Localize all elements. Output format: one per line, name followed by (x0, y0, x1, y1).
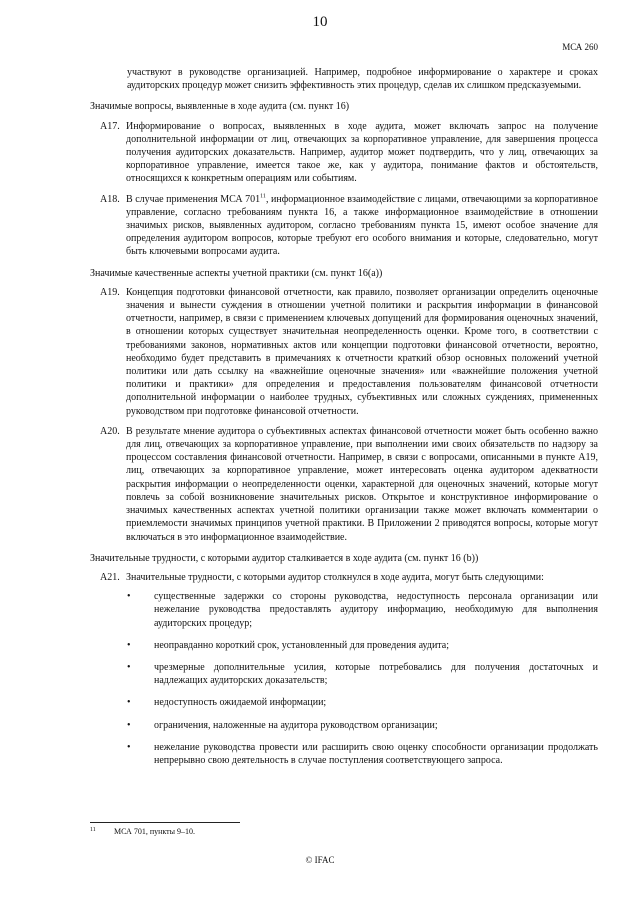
document-code: МСА 260 (562, 42, 598, 52)
bullet-icon: • (127, 661, 131, 673)
paragraph-a17 (90, 120, 598, 186)
paragraph-text-start: В случае применения МСА 701 (126, 193, 261, 205)
list-item-text: ограничения, наложенные на аудитора руководством организации; (154, 719, 438, 731)
footnote (90, 827, 195, 836)
list-item-text: чрезмерные дополнительные усилия, которые потребовались для получения достаточных и надлежащих аудиторских доказательств; (154, 661, 598, 687)
footnote-divider (90, 822, 240, 823)
paragraph-number: A20. (100, 425, 120, 437)
paragraph-number: A19. (100, 286, 120, 298)
footnote-reference: 11 (260, 193, 266, 200)
list-item (90, 741, 598, 767)
bullet-icon: • (127, 639, 131, 651)
difficulties-list (90, 590, 598, 767)
paragraph-number: A18. (100, 193, 120, 205)
footnote-number: 11 (90, 827, 96, 833)
list-item-text: неоправданно короткий срок, установленный для проведения аудита; (154, 639, 450, 651)
paragraph-number: A17. (100, 120, 120, 132)
paragraph-a20 (90, 425, 598, 544)
paragraph-text: В результате мнение аудитора о субъективных аспектах финансовой отчетности может быть особенно важно для лиц, отвечающих за корпоративное управление, при выполнении ими своих обязательств по надзору за процессом составления финансовой отчетности. Например, в связи с вопросами, описанными в пункте A19, лиц, отвечающих за корпоративное управление, может интересовать оценка аудитором адекватности раскрытия информации о неопределенности оценки, характерной для оценочных значений, которые могут повлечь за собой возникновение значительных рисков. Открытое и конструктивное информирование о значимых качественных аспектах учетной политики организации также может включать комментарии о приемлемости значимых принципов учетной практики. В Приложении 2 приводятся вопросы, которые могут включаться в это информационное взаимодействие. (126, 425, 598, 543)
paragraph-text: Концепция подготовки финансовой отчетности, как правило, позволяет организации определить оценочные значения и вынести суждения в отношении учетной политики и раскрытия информации в финансовой отчетности, например, в связи с применением ключевых допущений для формирования оценочных значений, в отношении которых существует значительная неопределенность оценки. Кроме того, в соответствии с требованиями законов, нормативных актов или концепции подготовки финансовой отчетности, вероятно, необходимо будет представить в примечаниях к отчетности краткий обзор основных положений учетной политики или дать ссылку на «важнейшие оценочные значения» или «важнейшие положения учетной политики и практики» для определения и предоставления пользователям финансовой отчетности дополнительной информации о наиболее трудных, субъективных или сложных суждениях, примененных руководством при подготовке финансовой отчетности. (126, 286, 598, 417)
paragraph-text: Информирование о вопросах, выявленных в ходе аудита, может включать запрос на получение дополнительной информации от лиц, отвечающих за корпоративное управление, для завершения процесса получения аудиторских доказательств. Например, аудитор может подтвердить, что у лиц, отвечающих за корпоративное управление, имеется такое же, как у аудитора, понимание фактов и обстоятельств, относящихся к конкретным операциям или событиям. (126, 120, 598, 185)
bullet-icon: • (127, 591, 131, 603)
paragraph-a21 (90, 571, 598, 584)
section-heading-qualitative-aspects: Значимые качественные аспекты учетной практики (см. пункт 16(a)) (90, 267, 383, 279)
list-item (90, 661, 598, 687)
list-item-text: недоступность ожидаемой информации; (154, 697, 327, 709)
paragraph-a19 (90, 286, 598, 418)
list-item-text: существенные задержки со стороны руководства, недоступность персонала организации или нежелание руководства предоставлять аудитору информацию, необходимую для выполнения аудиторских процедур; (154, 591, 598, 629)
paragraph-text: Значительные трудности, с которыми аудитор столкнулся в ходе аудита, могут быть следующими: (126, 571, 544, 583)
list-item (90, 719, 598, 732)
paragraph-number: A21. (100, 571, 120, 583)
footnote-text: МСА 701, пункты 9–10. (114, 827, 196, 836)
page-content (90, 66, 598, 776)
continued-paragraph: участвуют в руководстве организацией. Например, подробное информирование о характере и сроках аудиторских процедур может снизить эффективность этих процедур, сделав их слишком предсказуемыми. (127, 67, 598, 92)
page-number: 10 (312, 14, 328, 30)
bullet-icon: • (127, 741, 131, 753)
list-item (90, 696, 598, 709)
paragraph-a18 (90, 193, 598, 259)
list-item (90, 639, 598, 652)
bullet-icon: • (127, 719, 131, 731)
section-heading-significant-difficulties: Значительные трудности, с которыми аудитор сталкивается в ходе аудита (см. пункт 16 (b)) (90, 552, 479, 564)
copyright: © IFAC (305, 855, 335, 865)
list-item-text: нежелание руководства провести или расширить свою оценку способности организации продолжать непрерывно свою деятельность в случае поступления соответствующего запроса. (154, 741, 598, 766)
paragraph-text (126, 193, 598, 259)
list-item (90, 590, 598, 630)
bullet-icon: • (127, 697, 131, 709)
section-heading-significant-matters: Значимые вопросы, выявленные в ходе аудита (см. пункт 16) (90, 101, 350, 113)
paragraph-text-end: , информационное взаимодействие с лицами, отвечающими за корпоративное управление, согласно требованиям пункта 16, а также информационное взаимодействие в отношении значимых рисков, выявленных аудитором, согласно требованиям пункта 15, имеют особое значение для определения аудитором вопросов, которые требуют его особого внимания и которые, следовательно, могут быть ключевыми вопросами аудита. (126, 193, 598, 258)
